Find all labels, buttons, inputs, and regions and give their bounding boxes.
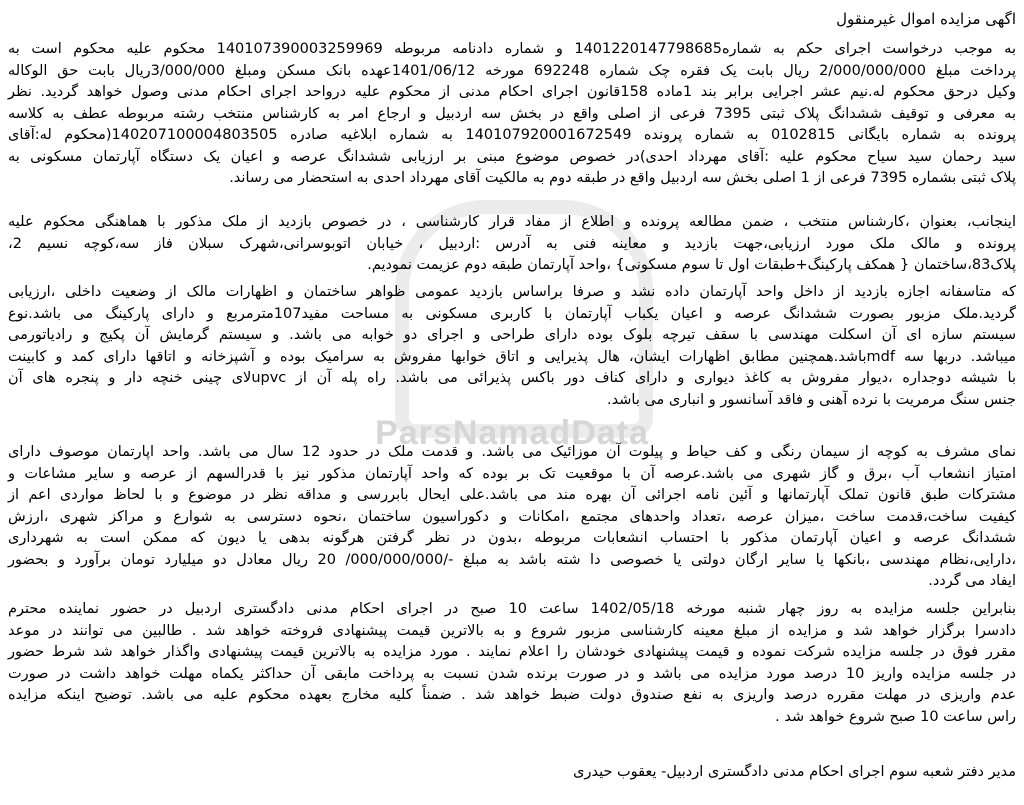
paragraph-line: دادسرا برگزار خواهد شد و مزایده از مبلغ معینه کارشناسی مزبور شروع و به بالاترین قیمت پیشنهادی فروخته خواهد شد . طالبین می توانند در موعد: [8, 622, 1016, 639]
paragraph-line: پلاک ثبتی بشماره 7395 فرعی از 1 اصلی بخش سه اردبیل واقع در طبقه دوم به مالکیت آقای مهرداد احدی به استحضار می رساند.: [229, 170, 1016, 186]
paragraph-line: جنس سنگ مرمریت با نرده آهنی و فاقد آسانسور و انباری می باشد.: [607, 391, 1016, 408]
signature: مدیر دفتر شعبه سوم اجرای احکام مدنی دادگستری اردبیل- یعقوب حیدری: [573, 764, 1016, 780]
paragraph-line: سیستم سازه ای آن اسکلت مهندسی با سقف تیرچه بلوک بوده دارای طراحی و اجرای دو خوابه می باشد. و سیستم گرمایش آن پکیج و رادیاتورمی: [8, 327, 1016, 343]
paragraph-line: به موجب درخواست اجرای حکم به شماره1401220147798685 و شماره دادنامه مربوطه 140107390003259969 محکوم علیه محکوم است به: [8, 41, 1016, 57]
paragraph-ruling: [8, 39, 1016, 190]
paragraph-line: نمای مشرف به کوچه از سیمان رنگی و کف حیاط و پیلوت آن موزائیک می باشد. و قدمت ملک در حدود 12 سال می باشد. واحد اپارتمان موصوف دارای: [8, 444, 1016, 460]
paragraph-line: پرونده و مالک ملک مورد ارزیابی،جهت بازدید و معاینه فنی به آدرس :اردبیل ، خیابان اتوبوسرانی،شهرک سبلان فاز سه،کوچه نسیم 2،: [8, 235, 1016, 252]
signature-block: [8, 762, 1016, 784]
watermark-text: ParsNamadData: [375, 414, 649, 452]
paragraph-line: با شیشه دوجداره ،دیوار مفروش به کاغذ دیواری و دارای کناف دور باکس پذیرائی می باشد. راه پله آن از upvcلای چینی خنچه دار و پنجره های آن: [8, 370, 1016, 386]
paragraph-line: سید رحمان سید سیاح محکوم علیه :آقای مهرداد احدی)در خصوص موضوع مبنی بر ارزیابی ششدانگ عرصه و اعیان یک دستگاه آپارتمان مسکونی به: [8, 148, 1016, 165]
paragraph-line: ششدانگ عرصه و اعیان آپارتمان مذکور با احتساب انشعابات مربوطه ،بدون در نظر گرفتن هرگونه بدهی یا دیون که ممکن است به شهرداری: [8, 530, 1016, 546]
paragraph-line: بنابراین جلسه مزایده به روز چهار شنبه مورخه 1402/05/18 ساعت 10 صبح در اجرای احکام مدنی دادگستری اردبیل در حضور نماینده محترم: [8, 601, 1016, 617]
paragraph-line: در جلسه مزایده واریز 10 درصد مورد مزایده می باشد و در صورت برنده شدن نسبت به پرداخت مابقی آن حداکثر یکماه مهلت خواهد داشت در صورت: [8, 665, 1016, 682]
paragraph-line: پرداخت مبلغ 2/000/000/000 ریال بابت یک فقره چک شماره 692248 مورخه 1401/06/12عهده بانک مسکن ومبلغ 3/000/000ریال بابت حق الوکاله: [8, 62, 1016, 79]
paragraph-line: عدم واریزی در مهلت مقرره درصد واریزی به نفع صندوق دولت ضبط خواهد شد . ضمناً کلیه مخارج بعهده محکوم علیه می باشد. توضیح اینکه مزایده: [8, 687, 1016, 703]
notice-title-block: [8, 9, 1016, 31]
paragraph-line: که متاسفانه اجازه بازدید از داخل واحد آپارتمان داده نشد و صرفا براساس بازدید عمومی ظواهر ساختمان و اظهارات مالک از وضعیت داخلی ،ارزیابی: [8, 284, 1016, 300]
paragraph-line: میباشد. دربها سه mdfباشد.همچنین مطابق اظهارات ایشان، هال پذیرایی و اتاق خوابها مفروش به سرامیک بوده و آشپزخانه و اتاقها دارای کمد و کابینت: [8, 348, 1016, 365]
paragraph-line: امتیاز انشعاب آب ،برق و گاز شهری می باشد.عرصه آن با موقعیت تک بر بوده که واحد آپارتمان مذکور نیز با قدرالسهم از عرصه و سایر مشاعات و: [8, 465, 1016, 482]
paragraph-inspection: [8, 212, 1016, 277]
paragraph-line: گردید.ملک مزبور بصورت ششدانگ عرصه و اعیان یکباب آپارتمان با کاربری مسکونی به مساحت مفید107مترمربع و دارای پارکینگ می باشد.نوع: [8, 305, 1017, 322]
paragraph-line: وکیل درحق محکوم له.نیم عشر اجرایی برابر بند 1ماده 158قانون اجرای احکام مدنی از محکوم علیه درواحد اجرای احکام مدنی وصول خواهد گردید. نظر: [8, 84, 1017, 100]
paragraph-line: ایفاد می گردد.: [928, 573, 1016, 589]
paragraph-line: پرونده به شماره بایگانی 0102815 به شماره پرونده 140107920001672549 به شماره ابلاغیه صادره 140207100004803505(محکوم له:آقای: [8, 127, 1016, 143]
paragraph-line: پلاک83،ساختمان { همکف پارکینگ+طبقات اول تا سوم مسکونی} ،واحد آپارتمان طبقه دوم عزیمت نمودیم.: [367, 257, 1016, 273]
notice-title: اگهی مزایده اموال غیرمنقول: [836, 10, 1016, 28]
paragraph-line: راس ساعت 10 صبح شروع خواهد شد .: [775, 708, 1016, 725]
paragraph-line: اینجانب، بعنوان ،کارشناس منتخب ، ضمن مطالعه پرونده و اطلاع از مفاد قرار کارشناسی ، در خصوص بازدید از ملک مذکور با هماهنگی محکوم علیه: [8, 214, 1016, 230]
paragraph-line: ،دارایی،نظام مهندسی ،بانکها یا سایر ارگان دولتی یا خصوصی دا شته باشد به مبلغ -/000/000/000/ 20 ریال معادل دو میلیارد تومان برآورد و بحضور: [8, 551, 1016, 568]
paragraph-line: مشترکات طبق قانون تملک آپارتمانها و آئین نامه اجرائی آن بهره مند می باشد.علی ایحال بابررسی و مداقه نظر در موضوع و با لحاظ مواردی اعم از: [8, 487, 1016, 503]
paragraph-valuation: [8, 442, 1016, 593]
paragraph-line: کیفیت ساخت،قدمت ساخت ،میزان عرصه ،تعداد واحدهای مجتمع ،امکانات و دکوراسیون ساختمان ،نحوه دسترسی به شوارع و مراکز شهری ،ارزش: [8, 508, 1016, 525]
paragraph-auction-terms: [8, 599, 1016, 728]
paragraph-property-description: [8, 282, 1016, 411]
paragraph-line: مقرر فوق در جلسه مزایده شرکت نموده و قیمت پیشنهادی خودشان را اعلام نمایند . مورد مزایده به بالاترین قیمت پیشنهادی واگذار خواهد شد شرط حضور: [8, 644, 1016, 660]
paragraph-line: به معرفی و توقیف ششدانگ پلاک ثبتی 7395 فرعی از اصلی واقع در بخش سه اردبیل و ارجاع امر به کارشناس منتخب رشته مربوطه عطف به کلاسه: [8, 105, 1016, 122]
